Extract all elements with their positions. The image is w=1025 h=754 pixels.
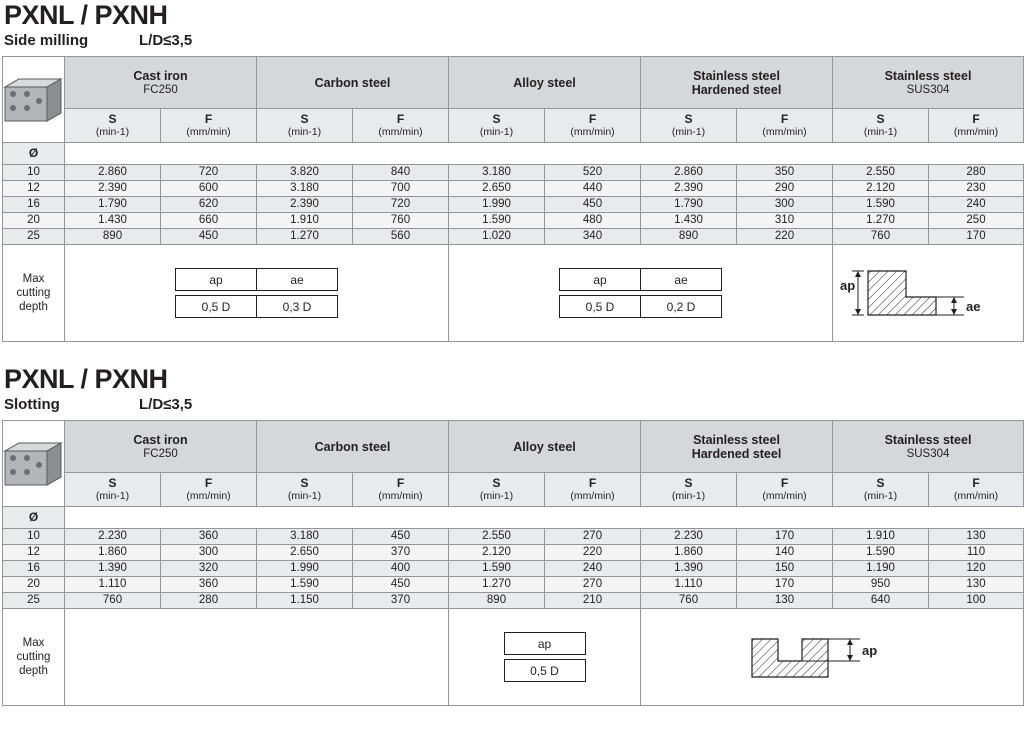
material-grade: SUS304: [906, 83, 950, 96]
cell-value: 890: [65, 229, 161, 245]
cell-value: 760: [833, 229, 929, 245]
cell-value: 1.790: [641, 197, 737, 213]
cell-diameter: 10: [3, 529, 65, 545]
cell-value: 1.590: [449, 561, 545, 577]
cell-value: 720: [161, 165, 257, 181]
cell-value: 350: [737, 165, 833, 181]
cell-value: 360: [161, 529, 257, 545]
cell-value: 280: [929, 165, 1024, 181]
cell-value: 280: [161, 593, 257, 609]
column-header-s-2-1: [257, 473, 353, 507]
cell-diameter: 12: [3, 545, 65, 561]
col-s-label: S: [876, 111, 885, 126]
material-header-2-2: [449, 421, 641, 473]
col-s-unit: (min-1): [671, 125, 706, 138]
cell-value: 1.110: [65, 577, 161, 593]
cell-value: 2.230: [641, 529, 737, 545]
cell-value: 170: [929, 229, 1024, 245]
slot-milling-diagram-icon: [742, 617, 922, 697]
max-cutting-depth-row-1: [3, 245, 1024, 342]
col-s-unit: (min-1): [479, 489, 514, 502]
cell-diameter: 16: [3, 561, 65, 577]
cell-value: 290: [737, 181, 833, 197]
cell-value: 220: [545, 545, 641, 561]
col-f-label: F: [396, 111, 405, 126]
col-s-label: S: [684, 475, 693, 490]
material-name: Alloy steel: [513, 75, 576, 90]
col-f-label: F: [972, 475, 980, 490]
ae-value: 0,2 D: [641, 296, 722, 318]
cell-value: 450: [161, 229, 257, 245]
cell-value: 1.590: [257, 577, 353, 593]
cell-value: 3.180: [257, 529, 353, 545]
column-header-s-2-3: [641, 473, 737, 507]
cell-value: 1.270: [257, 229, 353, 245]
cell-value: 640: [833, 593, 929, 609]
ap-figure-label: ap: [862, 643, 878, 658]
cell-value: 240: [929, 197, 1024, 213]
col-f-label: F: [588, 111, 597, 126]
section-side-milling: [0, 0, 1025, 342]
table-row: [3, 229, 1024, 245]
material-grade: Hardened steel: [691, 82, 782, 97]
cell-value: 210: [545, 593, 641, 609]
col-f-label: F: [972, 111, 980, 126]
col-s-label: S: [300, 111, 309, 126]
cell-value: 450: [545, 197, 641, 213]
cell-value: 760: [65, 593, 161, 609]
max-cutting-depth-label-2: [3, 609, 65, 706]
cell-value: 450: [353, 577, 449, 593]
col-s-label: S: [492, 111, 501, 126]
material-header-2-1: [257, 421, 449, 473]
column-header-f-2-0: [161, 473, 257, 507]
cell-diameter: 25: [3, 229, 65, 245]
table-row: [3, 165, 1024, 181]
tool-icon-cell-2: [3, 421, 65, 507]
cell-value: 1.270: [449, 577, 545, 593]
cell-value: 840: [353, 165, 449, 181]
ap-header: ap: [560, 269, 641, 291]
cell-value: 2.390: [641, 181, 737, 197]
cell-value: 250: [929, 213, 1024, 229]
column-header-s-2-2: [449, 473, 545, 507]
col-s-label: S: [300, 475, 309, 490]
material-header-2-4: [833, 421, 1024, 473]
depth-label-line: depth: [19, 301, 48, 313]
column-header-f-1-0: [161, 109, 257, 143]
cell-value: 2.230: [65, 529, 161, 545]
cell-value: 130: [929, 529, 1024, 545]
material-header-2-3: [641, 421, 833, 473]
table-row: [3, 577, 1024, 593]
column-header-s-1-0: [65, 109, 161, 143]
cell-value: 230: [929, 181, 1024, 197]
material-name: Stainless steel: [884, 432, 972, 447]
cell-value: 240: [545, 561, 641, 577]
col-s-label: S: [684, 111, 693, 126]
cell-value: 120: [929, 561, 1024, 577]
material-header-1-1: [257, 57, 449, 109]
cell-value: 760: [353, 213, 449, 229]
cell-value: 270: [545, 577, 641, 593]
milling-tool-icon: [3, 77, 63, 123]
col-f-unit: (mm/min): [570, 125, 615, 138]
cell-value: 130: [929, 577, 1024, 593]
column-header-f-2-4: [929, 473, 1024, 507]
cell-value: 520: [545, 165, 641, 181]
max-cutting-depth-label-1: [3, 245, 65, 342]
table-row: [3, 197, 1024, 213]
cell-value: 2.650: [449, 181, 545, 197]
cell-value: 480: [545, 213, 641, 229]
material-name: Carbon steel: [314, 75, 391, 90]
cell-diameter: 16: [3, 197, 65, 213]
cell-value: 1.390: [65, 561, 161, 577]
cell-value: 1.860: [65, 545, 161, 561]
ap-value: 0,5 D: [560, 296, 641, 318]
ap-header: ap: [176, 269, 257, 291]
depth-label-line: depth: [19, 665, 48, 677]
cell-value: 1.150: [257, 593, 353, 609]
cell-value: 1.430: [65, 213, 161, 229]
cell-value: 400: [353, 561, 449, 577]
col-f-label: F: [396, 475, 405, 490]
cell-value: 300: [161, 545, 257, 561]
cell-value: 620: [161, 197, 257, 213]
subtitle-row-1: [0, 30, 1025, 56]
cell-value: 2.390: [257, 197, 353, 213]
cell-value: 340: [545, 229, 641, 245]
col-s-unit: (min-1): [287, 489, 322, 502]
depth-label-line: Max: [22, 273, 45, 285]
material-name: Cast iron: [133, 432, 188, 447]
material-grade: FC250: [143, 447, 178, 460]
cutting-data-table-1: [2, 56, 1024, 342]
table-row: [3, 213, 1024, 229]
material-name: Alloy steel: [513, 439, 576, 454]
depth-label-line: cutting: [16, 651, 51, 663]
table-row: [3, 593, 1024, 609]
ap-figure-label: ap: [840, 278, 856, 293]
col-s-unit: (min-1): [95, 125, 130, 138]
section-slotting: [0, 364, 1025, 706]
ap-header: ap: [504, 633, 585, 655]
page-title-1: PXNL / PXNH: [4, 0, 168, 30]
cell-value: 130: [737, 593, 833, 609]
cell-value: 1.860: [641, 545, 737, 561]
column-header-f-2-1: [353, 473, 449, 507]
cell-diameter: 10: [3, 165, 65, 181]
material-name: Stainless steel: [884, 68, 972, 83]
material-name: Carbon steel: [314, 439, 391, 454]
material-header-1-0: [65, 57, 257, 109]
column-header-s-1-3: [641, 109, 737, 143]
cell-value: 2.860: [641, 165, 737, 181]
cell-value: 3.180: [449, 165, 545, 181]
cell-value: 320: [161, 561, 257, 577]
cell-diameter: 20: [3, 577, 65, 593]
step-milling-diagram-icon: [838, 253, 1018, 333]
cell-value: 300: [737, 197, 833, 213]
depth-label-line: cutting: [16, 287, 51, 299]
cell-value: 440: [545, 181, 641, 197]
cell-value: 1.270: [833, 213, 929, 229]
cell-value: 150: [737, 561, 833, 577]
column-header-f-1-1: [353, 109, 449, 143]
cell-value: 1.430: [641, 213, 737, 229]
col-f-unit: (mm/min): [762, 125, 807, 138]
material-header-1-4: [833, 57, 1024, 109]
cell-value: 660: [161, 213, 257, 229]
depth-table-cell-2-0: [449, 609, 641, 706]
col-f-label: F: [588, 475, 597, 490]
ap-ae-table-1: [175, 268, 338, 318]
cell-value: 720: [353, 197, 449, 213]
operation-label-2: Slotting: [4, 396, 60, 413]
cell-value: 700: [353, 181, 449, 197]
column-header-f-1-4: [929, 109, 1024, 143]
column-header-f-1-3: [737, 109, 833, 143]
ap-ae-table-2: [559, 268, 722, 318]
table-row: [3, 181, 1024, 197]
cell-value: 270: [545, 529, 641, 545]
cell-value: 560: [353, 229, 449, 245]
cutting-data-table-2: [2, 420, 1024, 706]
cell-value: 1.590: [833, 545, 929, 561]
column-header-f-2-3: [737, 473, 833, 507]
cell-value: 1.390: [641, 561, 737, 577]
tool-icon-cell-1: [3, 57, 65, 143]
cell-value: 170: [737, 529, 833, 545]
material-header-1-3: [641, 57, 833, 109]
cell-value: 2.550: [449, 529, 545, 545]
column-header-s-2-4: [833, 473, 929, 507]
cell-diameter: 12: [3, 181, 65, 197]
cell-value: 2.120: [449, 545, 545, 561]
material-header-2-0: [65, 421, 257, 473]
cell-value: 450: [353, 529, 449, 545]
cell-value: 1.990: [257, 561, 353, 577]
col-f-unit: (mm/min): [378, 125, 423, 138]
cell-value: 2.650: [257, 545, 353, 561]
depth-figure-cell-2: [641, 609, 1024, 706]
cell-value: 890: [449, 593, 545, 609]
ap-value: 0,5 D: [504, 660, 585, 682]
cell-value: 2.860: [65, 165, 161, 181]
ap-value: 0,5 D: [176, 296, 257, 318]
col-f-label: F: [204, 111, 213, 126]
col-f-unit: (mm/min): [186, 125, 231, 138]
material-name: Cast iron: [133, 68, 188, 83]
ld-ratio-1: L/D≤3,5: [139, 32, 193, 49]
cell-value: 170: [737, 577, 833, 593]
cell-value: 1.110: [641, 577, 737, 593]
material-name: Stainless steel: [693, 432, 780, 447]
cell-value: 3.820: [257, 165, 353, 181]
col-s-unit: (min-1): [671, 489, 706, 502]
milling-tool-icon: [3, 441, 63, 487]
column-header-s-1-1: [257, 109, 353, 143]
material-grade: SUS304: [906, 447, 950, 460]
col-f-unit: (mm/min): [953, 125, 999, 138]
cell-diameter: 25: [3, 593, 65, 609]
cell-value: 950: [833, 577, 929, 593]
col-s-unit: (min-1): [863, 489, 898, 502]
cell-diameter: 20: [3, 213, 65, 229]
col-s-unit: (min-1): [95, 489, 130, 502]
cell-value: 890: [641, 229, 737, 245]
cell-value: 2.390: [65, 181, 161, 197]
cell-value: 310: [737, 213, 833, 229]
col-s-label: S: [108, 111, 117, 126]
depth-table-cell-1-0: [65, 245, 449, 342]
col-f-label: F: [204, 475, 213, 490]
table-row: [3, 529, 1024, 545]
cell-value: 760: [641, 593, 737, 609]
step-figure-wrapper: [833, 245, 1023, 341]
column-header-s-1-2: [449, 109, 545, 143]
col-f-unit: (mm/min): [570, 489, 615, 502]
cell-value: 600: [161, 181, 257, 197]
ld-ratio-2: L/D≤3,5: [139, 396, 193, 413]
col-s-unit: (min-1): [479, 125, 514, 138]
col-f-unit: (mm/min): [953, 489, 999, 502]
col-f-unit: (mm/min): [762, 489, 807, 502]
col-s-unit: (min-1): [287, 125, 322, 138]
max-cutting-depth-row-2: [3, 609, 1024, 706]
cell-value: 360: [161, 577, 257, 593]
diameter-header-2: Ø: [3, 507, 65, 529]
cell-value: 3.180: [257, 181, 353, 197]
col-f-unit: (mm/min): [186, 489, 231, 502]
material-header-1-2: [449, 57, 641, 109]
col-s-label: S: [108, 475, 117, 490]
column-header-s-1-4: [833, 109, 929, 143]
ae-header: ae: [257, 269, 338, 291]
operation-label-1: Side milling: [4, 32, 89, 49]
cell-value: 1.590: [833, 197, 929, 213]
cell-value: 1.990: [449, 197, 545, 213]
cell-value: 1.590: [449, 213, 545, 229]
cell-value: 1.910: [257, 213, 353, 229]
ae-value: 0,3 D: [257, 296, 338, 318]
table-row: [3, 561, 1024, 577]
cell-value: 220: [737, 229, 833, 245]
subtitle-row-2: [0, 394, 1025, 420]
ae-figure-label: ae: [966, 299, 981, 314]
slot-figure-wrapper: [641, 609, 1023, 705]
ae-header: ae: [641, 269, 722, 291]
column-header-f-2-2: [545, 473, 641, 507]
depth-table-cell-1-1: [449, 245, 833, 342]
material-grade: FC250: [143, 83, 178, 96]
cell-value: 370: [353, 545, 449, 561]
column-header-s-2-0: [65, 473, 161, 507]
depth-figure-cell-1: [833, 245, 1024, 342]
cell-value: 1.190: [833, 561, 929, 577]
cell-value: 140: [737, 545, 833, 561]
col-s-label: S: [876, 475, 885, 490]
ap-table-slotting: [504, 632, 586, 682]
col-f-label: F: [780, 111, 789, 126]
table-row: [3, 545, 1024, 561]
cell-value: 1.020: [449, 229, 545, 245]
cell-value: 1.790: [65, 197, 161, 213]
diameter-header-1: Ø: [3, 143, 65, 165]
col-s-unit: (min-1): [863, 125, 898, 138]
col-f-unit: (mm/min): [378, 489, 423, 502]
cell-value: 1.910: [833, 529, 929, 545]
cell-value: 100: [929, 593, 1024, 609]
cell-value: 370: [353, 593, 449, 609]
column-header-f-1-2: [545, 109, 641, 143]
cell-value: 2.120: [833, 181, 929, 197]
cell-value: 2.550: [833, 165, 929, 181]
depth-spacer-cell-2: [65, 609, 449, 706]
material-name: Stainless steel: [693, 68, 780, 83]
col-s-label: S: [492, 475, 501, 490]
cell-value: 110: [929, 545, 1024, 561]
depth-label-line: Max: [22, 637, 45, 649]
material-grade: Hardened steel: [691, 446, 782, 461]
col-f-label: F: [780, 475, 789, 490]
page-title-2: PXNL / PXNH: [4, 364, 168, 394]
